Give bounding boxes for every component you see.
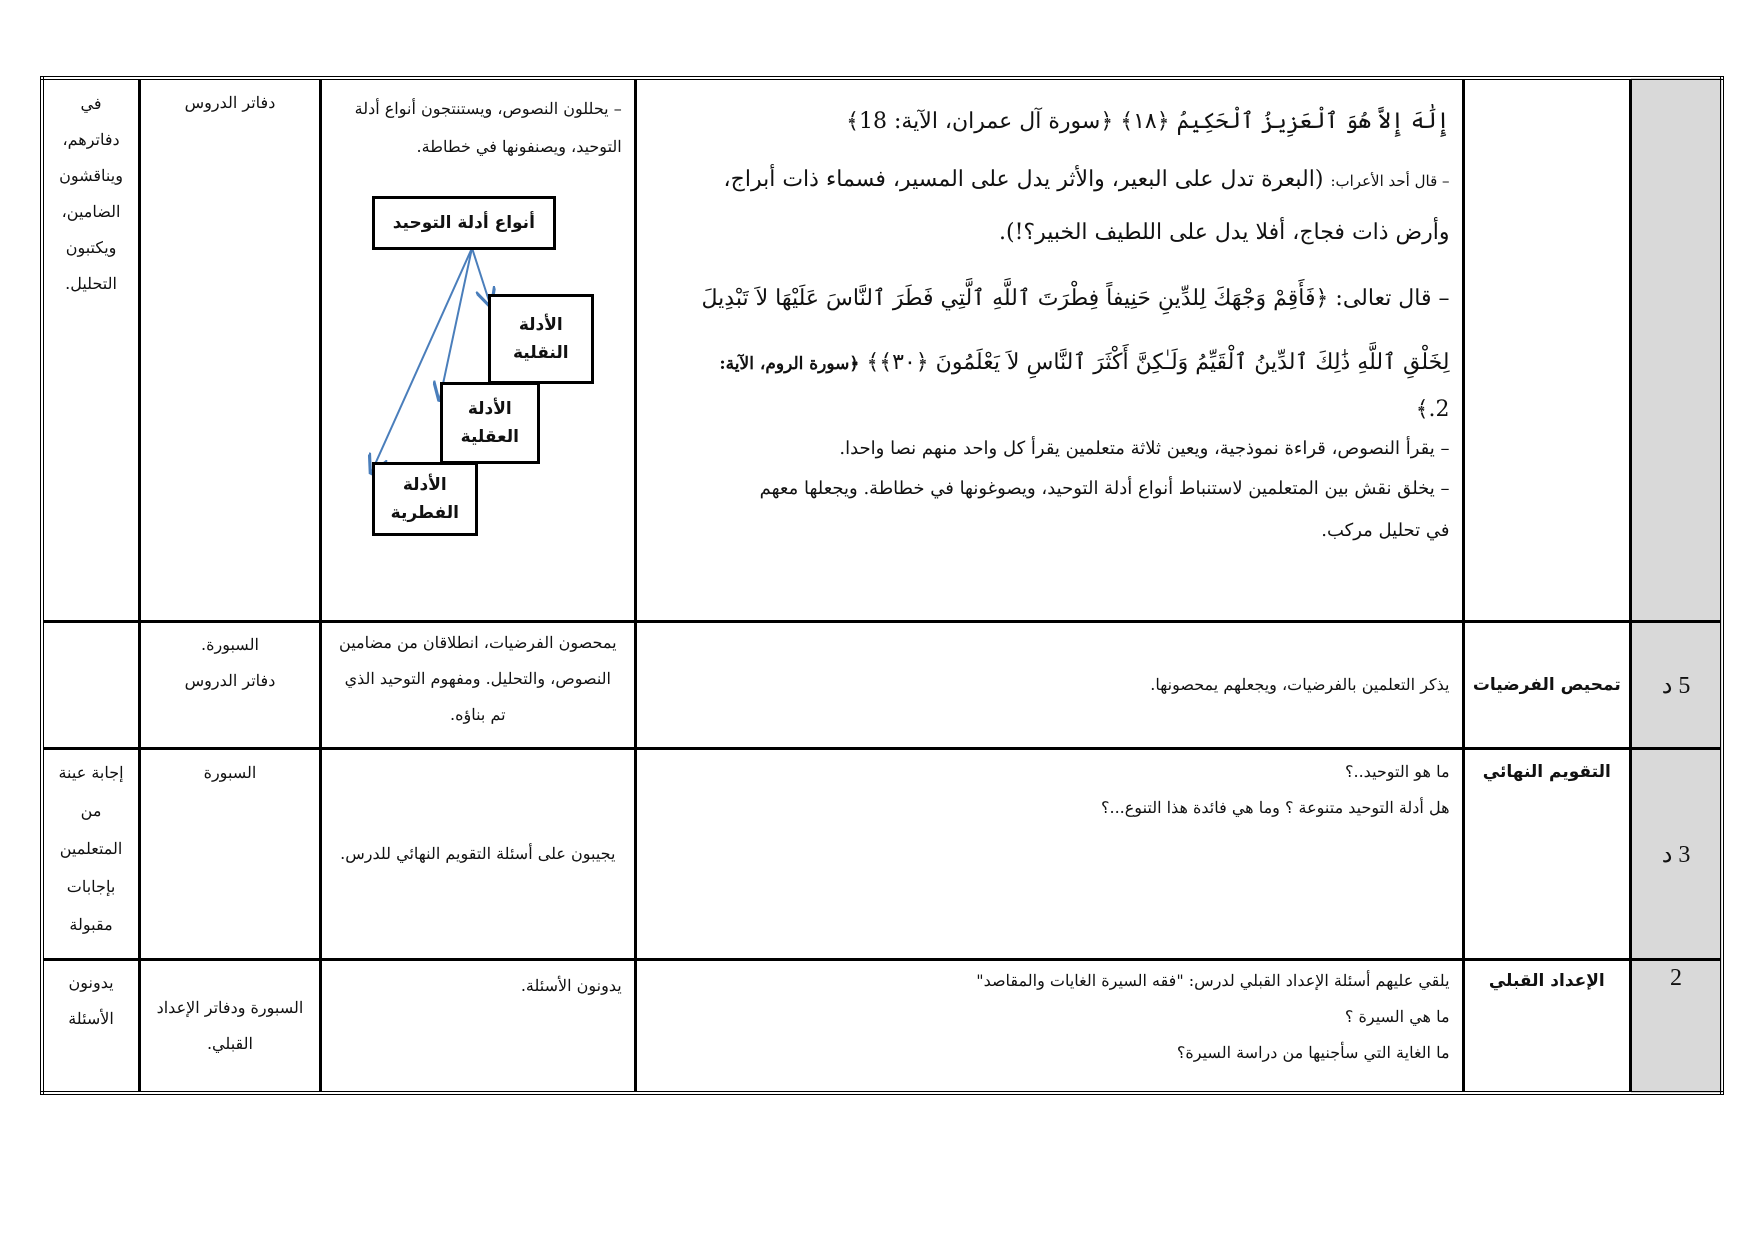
tools-text: السبورة ودفاتر الإعداد القبلي. [156, 998, 304, 1053]
tools-cell [140, 78, 321, 622]
teacher-activity-cell [635, 622, 1463, 749]
learner-activity-cell [320, 622, 635, 749]
teacher-activity-cell [635, 960, 1463, 1094]
diagram-naqli-box: الأدلة النقلية [488, 294, 594, 384]
learner-activity-text: يمحصون الفرضيات، انطلاقان من مضامين النصوص، والتحليل. ومفهوم التوحيد الذي تم بناؤه. [339, 633, 617, 724]
discussion-instruction: – يخلق نقش بين المتعلمين لاستنباط أنواع أدلة التوحيد، ويصوغونها في خطاطة. ويجعلها معهم [759, 478, 1450, 499]
question-text: ما الغاية التي سأجنيها من دراسة السيرة؟ [1176, 1043, 1450, 1062]
evaluation-text: إجابة عينة من المتعلمين بإجابات مقبولة [58, 763, 124, 934]
tools-text: السبورة. [201, 635, 259, 654]
question-text: ما هو التوحيد..؟ [1345, 762, 1450, 781]
teacher-activity-cell [635, 749, 1463, 960]
reading-instruction: – يقرأ النصوص، قراءة نموذجية، ويعين ثلاثة متعلمين يقرأ كل واحد منهم نصا واحدا. [839, 438, 1450, 459]
learner-activity-text: يدونون الأسئلة. [520, 976, 622, 995]
teacher-activity-text: يذكر التعلمين بالفرضيات، ويجعلهم يمحصونها. [1150, 675, 1450, 694]
stage-cell: تمحيص الفرضيات [1463, 622, 1631, 749]
diagram-root-box: أنواع أدلة التوحيد [372, 196, 556, 250]
bedouin-saying-cont: وأرض ذات فجاج، أفلا يدل على اللطيف الخبير؟!). [999, 220, 1450, 245]
evaluation-cell [42, 78, 140, 622]
time-cell [1631, 78, 1722, 622]
verse-ref-number: 2.﴾ [1415, 397, 1450, 422]
tools-text: دفاتر الدروس [184, 93, 276, 112]
tools-text: السبورة [203, 763, 257, 782]
tools-text: دفاتر الدروس [184, 671, 276, 690]
table-row [42, 78, 1722, 622]
stage-cell: الإعداد القبلي [1463, 960, 1631, 1094]
verse-rum-line2: لِخَلْقِ ٱللَّهِ ذَٰلِكَ ٱلدِّينُ ٱلْقَيِّمُ وَلَـٰكِنَّ أَكْثَرَ ٱلنَّاسِ لاَ يَعْلَمُونَ ﴿٣٠﴾﴾ ﴿سورة الروم، الآية: [719, 350, 1450, 375]
table-row [42, 622, 1722, 749]
lesson-plan-table [40, 76, 1724, 1095]
bedouin-saying: – قال أحد الأعراب: (البعرة تدل على البعير، والأثر يدل على المسير، فسماء ذات أبراج، [723, 167, 1450, 192]
learner-activity-text: – يحللون النصوص، ويستنتجون أنواع أدلة التوحيد، ويصنفونها في خطاطة. [354, 99, 622, 156]
tools-cell [140, 749, 321, 960]
diagram-aqli-box: الأدلة العقلية [440, 382, 540, 464]
teacher-activity-cell [635, 78, 1463, 622]
learner-activity-cell [320, 960, 635, 1094]
evaluation-text: يدونون الأسئلة [68, 973, 114, 1028]
time-cell: 3 د [1631, 749, 1722, 960]
verse-rum-line1: – قال تعالى: ﴿فَأَقِمْ وَجْهَكَ لِلدِّينِ حَنِيفاً فِطْرَتَ ٱللَّهِ ٱلَّتِي فَطَرَ ٱلنَّاسَ عَلَيْهَا لاَ تَبْدِيلَ [701, 286, 1450, 311]
arrow-to-aqli [440, 248, 472, 398]
quran-verse-line: إِلَٰهَ إِلاَّ هُوَ ٱلْعَزِيزُ ٱلْحَكِيمُ ﴿١٨﴾ ﴿سورة آل عمران، الآية: 18﴾ [846, 109, 1450, 134]
tawhid-evidence-diagram [328, 186, 628, 576]
tools-cell [140, 622, 321, 749]
table-row [42, 749, 1722, 960]
question-text: ما هي السيرة ؟ [1344, 1007, 1450, 1026]
diagram-fitri-box: الأدلة الفطرية [372, 462, 478, 536]
stage-cell [1463, 78, 1631, 622]
question-text: هل أدلة التوحيد متنوعة ؟ وما هي فائدة هذا التنوع...؟ [1101, 798, 1450, 817]
learner-activity-cell [320, 78, 635, 622]
table-row [42, 960, 1722, 1094]
learner-activity-cell [320, 749, 635, 960]
question-text: يلقي عليهم أسئلة الإعداد القبلي لدرس: "فقه السيرة الغايات والمقاصد" [976, 971, 1450, 990]
evaluation-cell [42, 960, 140, 1094]
evaluation-text: في دفاترهم، ويناقشون الضامين، ويكتبون التحليل. [59, 94, 123, 293]
learner-activity-text: يجيبون على أسئلة التقويم النهائي للدرس. [340, 844, 616, 863]
evaluation-cell [42, 749, 140, 960]
evaluation-cell [42, 622, 140, 749]
tools-cell [140, 960, 321, 1094]
stage-cell: التقويم النهائي [1463, 749, 1631, 960]
time-cell: 2 [1631, 960, 1722, 1094]
discussion-instruction-cont: في تحليل مركب. [1321, 520, 1450, 541]
time-cell: 5 د [1631, 622, 1722, 749]
